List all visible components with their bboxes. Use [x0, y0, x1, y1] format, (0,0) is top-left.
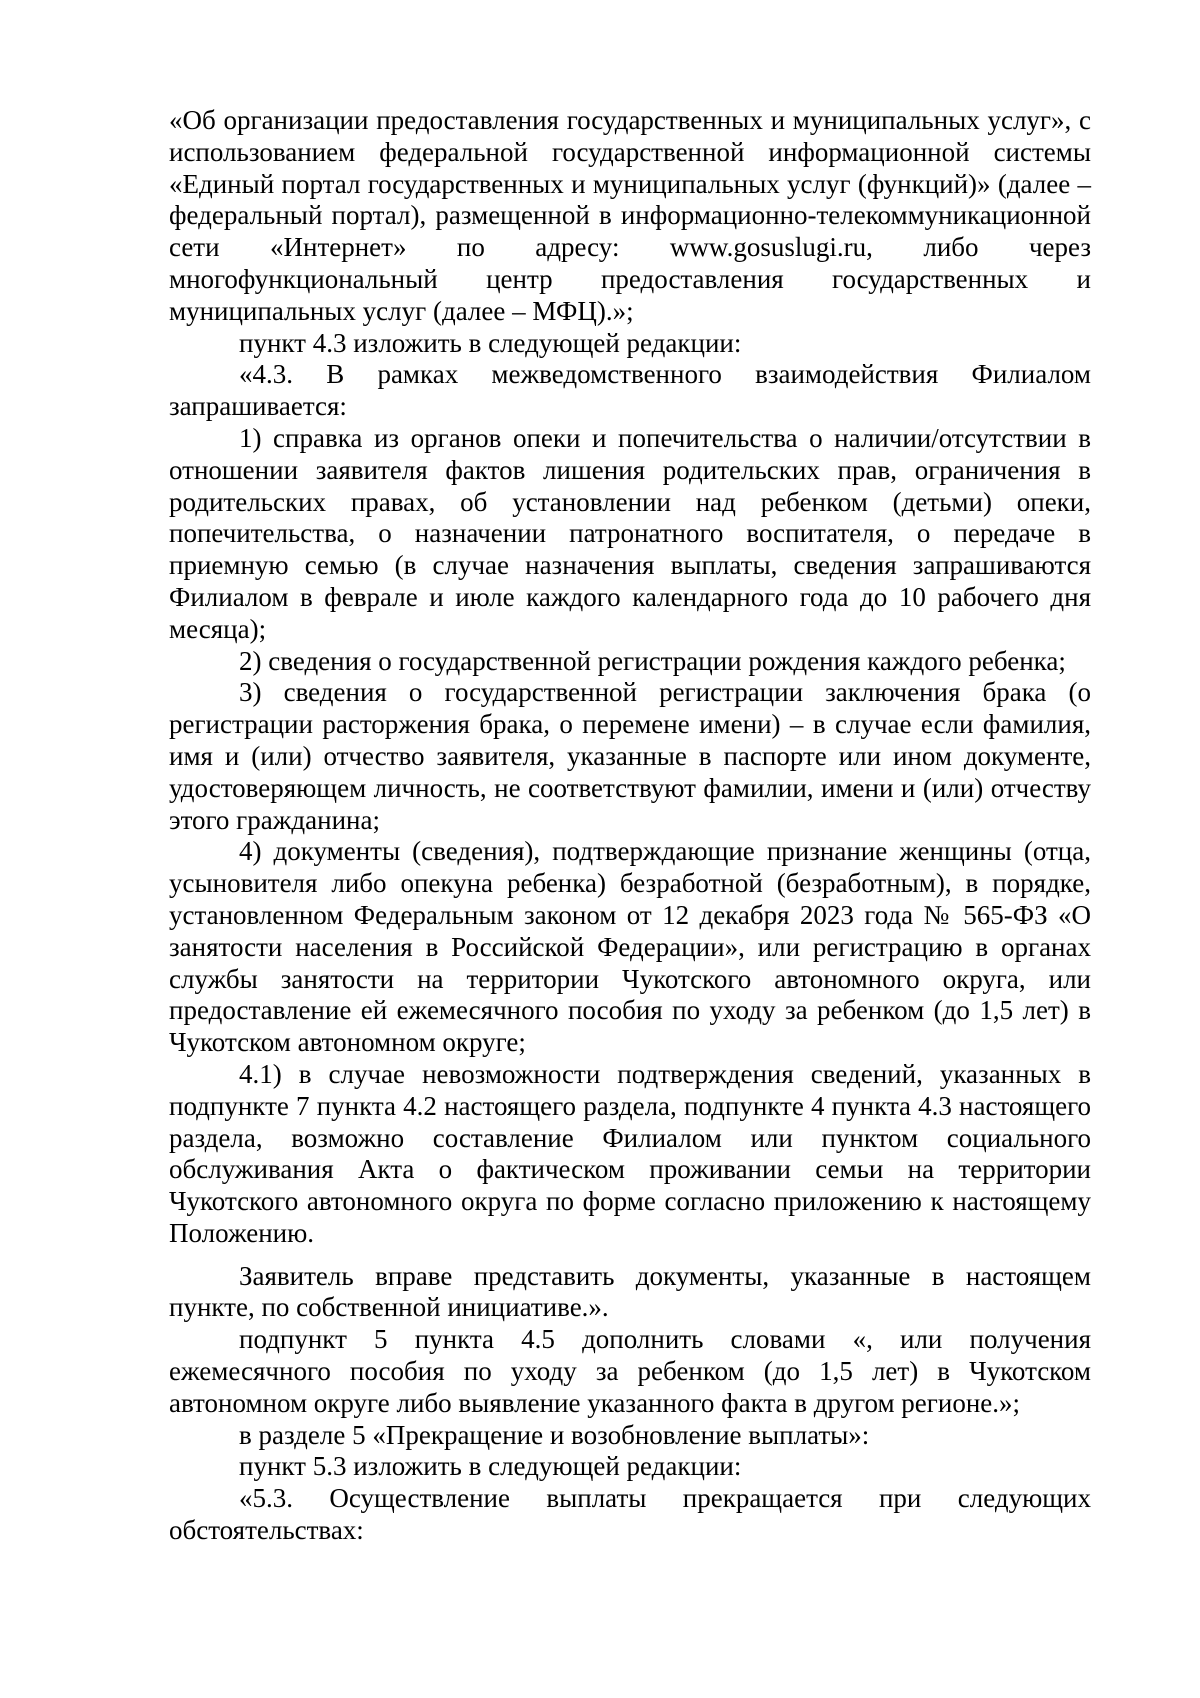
paragraph-8: 4.1) в случае невозможности подтверждения сведений, указанных в подпункте 7 пункта 4.2 настоящего раздела, подпункте 4 пункта 4.3 настоящего раздела, возможно составление Филиалом или пунктом социального обслуживания Акта о фактическом проживании семьи на территории Чукотского автономного округа по форме согласно приложению к настоящему Положению.: [169, 1058, 1091, 1248]
paragraph-2: пункт 4.3 изложить в следующей редакции:: [239, 327, 742, 358]
document-page: [169, 105, 1091, 1547]
paragraph-6: 3) сведения о государственной регистрации заключения брака (о регистрации расторжения брака, о перемене имени) – в случае если фамилия, имя и (или) отчество заявителя, указанные в паспорте или ином документе, удостоверяющем личность, не соответствуют фамилии, имени и (или) отчеству этого гражданина;: [169, 677, 1091, 835]
paragraph-5: 2) сведения о государственной регистрации рождения каждого ребенка;: [239, 645, 1066, 676]
paragraph-7: 4) документы (сведения), подтверждающие признание женщины (отца, усыновителя либо опекуна ребенка) безработной (безработным), в порядке, установленном Федеральным законом от 12 декабря 2023 года № 565-ФЗ «О занятости населения в Российской Федерации», или регистрацию в органах службы занятости на территории Чукотского автономного округа, или предоставление ей ежемесячного пособия по уходу за ребенком (до 1,5 лет) в Чукотском автономном округе;: [169, 836, 1091, 1058]
paragraph-12: пункт 5.3 изложить в следующей редакции:: [239, 1451, 742, 1482]
paragraph-3: «4.3. В рамках межведомственного взаимодействия Филиалом запрашивается:: [169, 359, 1091, 422]
paragraph-11: в разделе 5 «Прекращение и возобновление выплаты»:: [239, 1419, 870, 1450]
paragraph-1: «Об организации предоставления государственных и муниципальных услуг», с использованием федеральной государственной информационной системы «Единый портал государственных и муниципальных услуг (функций)» (далее – федеральный портал), размещенной в информационно-телекоммуникационной сети «Интернет» по адресу: www.gosuslugi.ru, либо через многофункциональный центр предоставления государственных и муниципальных услуг (далее – МФЦ).»;: [169, 105, 1091, 326]
paragraph-10: подпункт 5 пункта 4.5 дополнить словами «, или получения ежемесячного пособия по уходу за ребенком (до 1,5 лет) в Чукотском автономном округе либо выявление указанного факта в другом регионе.»;: [169, 1324, 1091, 1418]
paragraph-4: 1) справка из органов опеки и попечительства о наличии/отсутствии в отношении заявителя фактов лишения родительских прав, ограничения в родительских правах, об установлении над ребенком (детьми) опеки, попечительства, о назначении патронатного воспитателя, о передаче в приемную семью (в случае назначения выплаты, сведения запрашиваются Филиалом в феврале и июле каждого календарного года до 10 рабочего дня месяца);: [169, 422, 1091, 644]
paragraph-13: «5.3. Осуществление выплаты прекращается при следующих обстоятельствах:: [169, 1483, 1091, 1546]
paragraph-9: Заявитель вправе представить документы, указанные в настоящем пункте, по собственной инициативе.».: [169, 1260, 1091, 1323]
